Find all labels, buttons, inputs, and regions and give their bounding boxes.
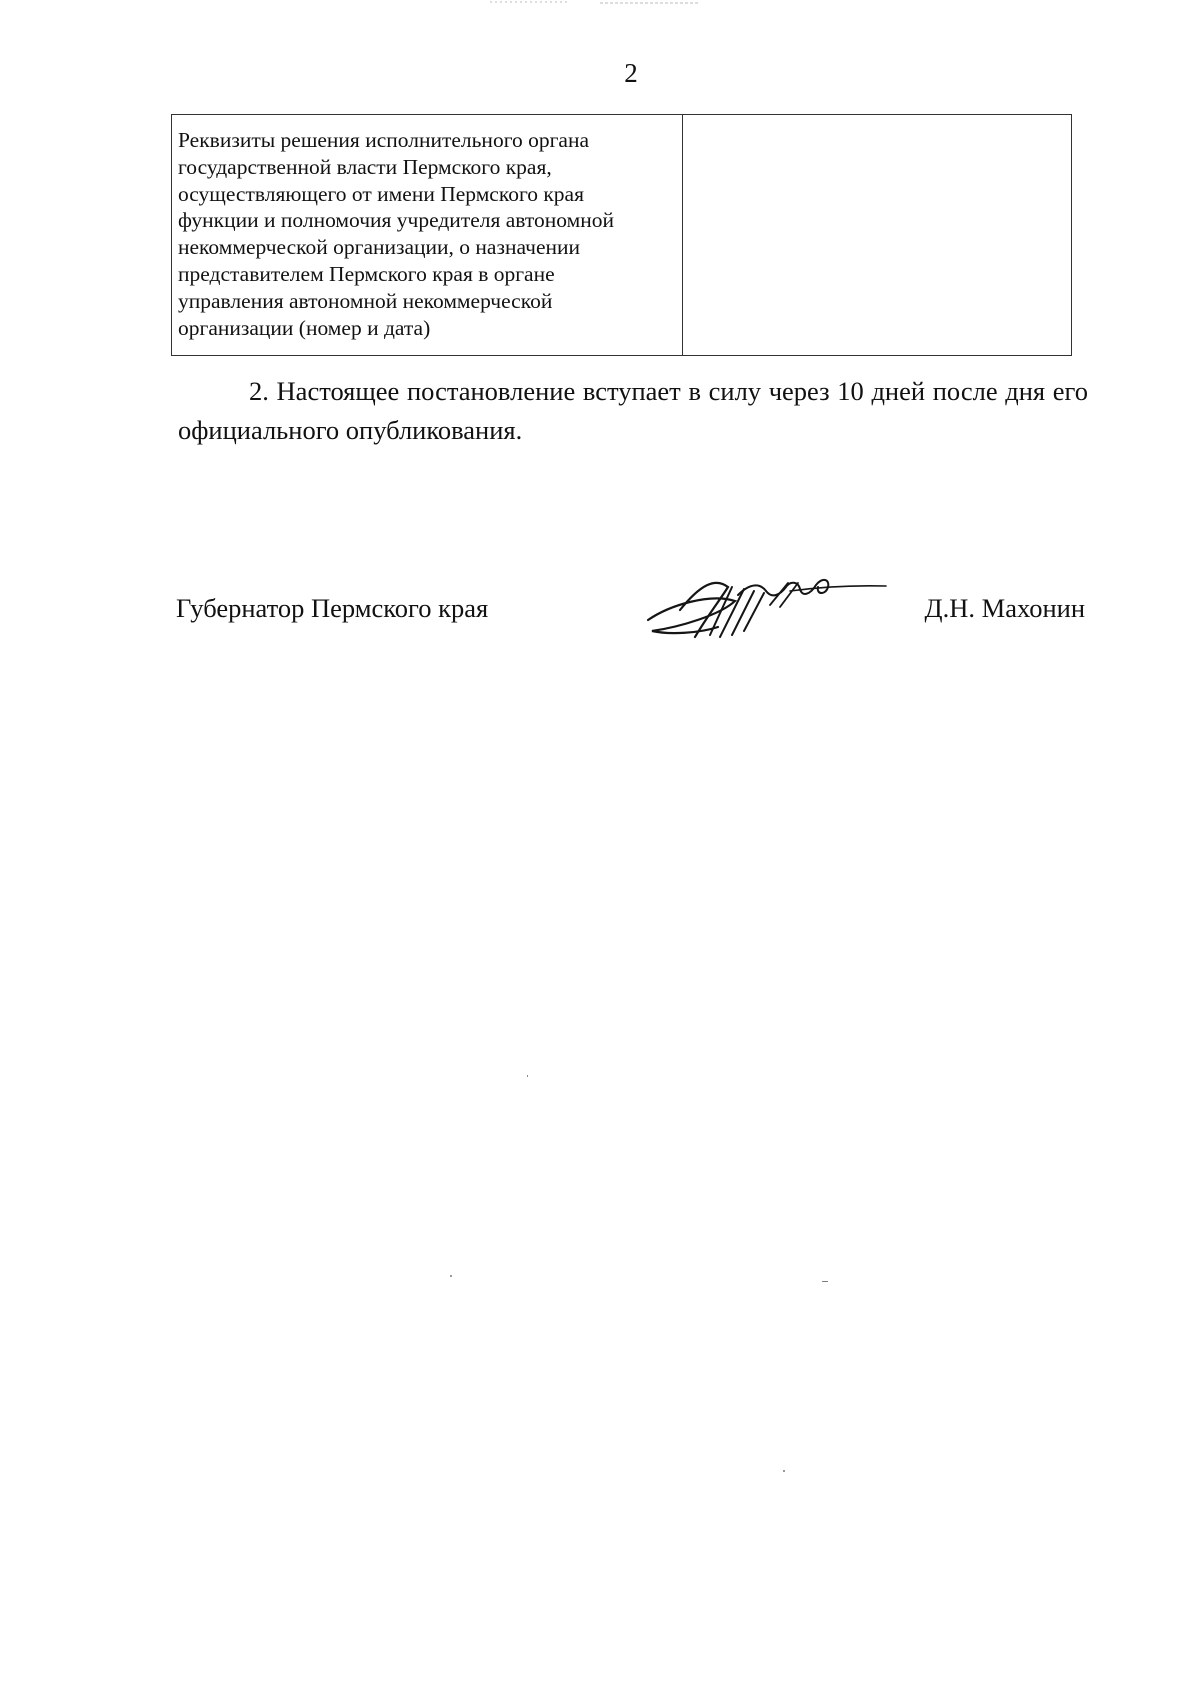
signature-row [176, 588, 1085, 628]
scan-speck [783, 1470, 785, 1472]
handwritten-signature [640, 565, 890, 645]
requisites-table [171, 114, 1072, 356]
scan-speck [822, 1281, 828, 1282]
scan-speck [527, 1075, 528, 1077]
requisites-label-cell: Реквизиты решения исполнительного органа государственной власти Пермского края, осуществляющего от имени Пермского края функции и полномочия учредителя автономной некоммерческой организации, о назначении представителем Пермского края в органе управления автономной некоммерческой организации (номер и дата) [172, 115, 683, 355]
page-number: 2 [624, 58, 638, 88]
signatory-position: Губернатор Пермского края [176, 593, 489, 623]
scan-artifact-top [490, 0, 710, 6]
signatory-name: Д.Н. Махонин [924, 593, 1085, 623]
scan-speck [450, 1275, 452, 1277]
requisites-value-cell [683, 115, 1071, 355]
effective-date-paragraph: 2. Настоящее постановление вступает в силу через 10 дней после дня его официального опубликования. [178, 376, 1088, 445]
